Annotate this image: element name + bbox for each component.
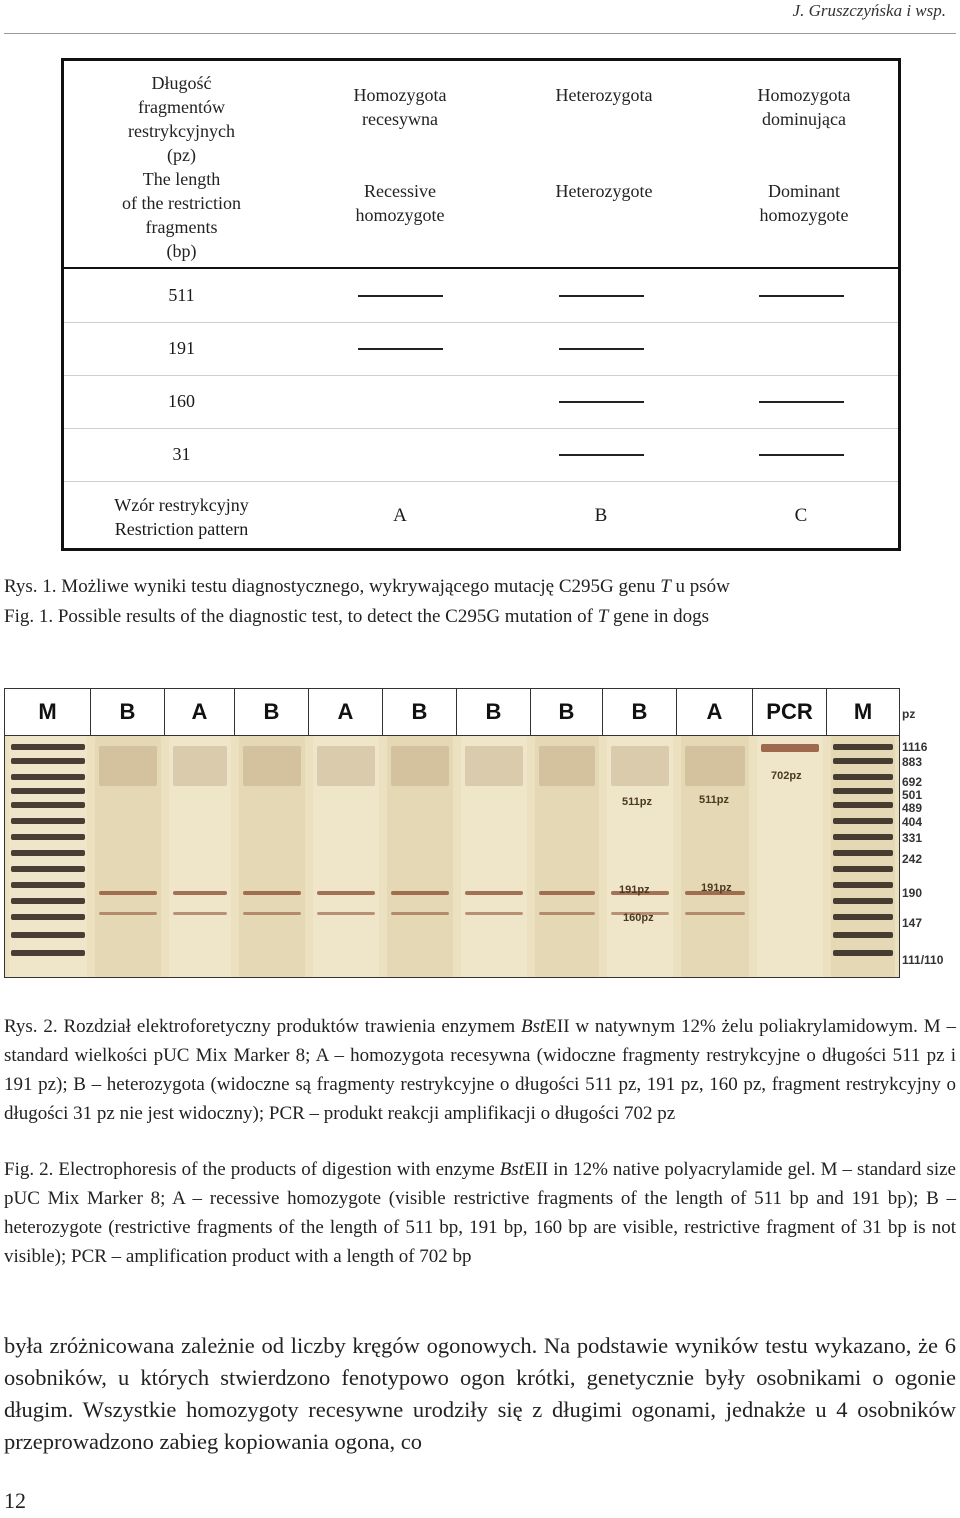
sample-smear (99, 746, 157, 786)
header-line: of the restriction (122, 193, 241, 213)
pattern-c: C (794, 505, 808, 526)
sample-smear (391, 746, 449, 786)
lane-label: B (531, 689, 603, 735)
fragment-length: 191 (168, 338, 195, 358)
marker-size: 190 (902, 886, 923, 900)
sample-band (317, 912, 375, 915)
caption-text: Rys. 1. Możliwe wyniki testu diagnostycznego, wykrywającego mutację C295G genu (4, 576, 661, 597)
band-label: 511pz (622, 796, 652, 808)
header-line: Heterozygote (555, 181, 653, 201)
marker-size: 147 (902, 916, 923, 930)
pcr-band (761, 744, 819, 752)
sample-band (243, 891, 301, 895)
running-head: J. Gruszczyńska i wsp. (792, 1, 946, 20)
marker-band (11, 914, 85, 920)
figure-2-caption-pl (4, 1012, 956, 1128)
fragment-length: 160 (168, 391, 195, 411)
marker-size: 501 (902, 788, 923, 802)
lane-label: M (5, 689, 91, 735)
fragment-length: 31 (172, 444, 191, 464)
band-label: 160pz (623, 912, 654, 924)
caption-text: Fig. 2. Electrophoresis of the products of digestion with enzyme (4, 1159, 500, 1180)
marker-band (833, 950, 893, 956)
heterozygote-column-header (504, 83, 704, 203)
gel-photograph (4, 688, 900, 978)
marker-band (833, 744, 893, 750)
genotype-table (61, 58, 901, 551)
header-line: fragments (145, 217, 218, 237)
pattern-label (84, 493, 279, 541)
marker-band (11, 802, 85, 808)
band-label: 191pz (701, 882, 732, 894)
sample-band (539, 912, 595, 915)
marker-band (11, 744, 85, 750)
caption-text: EII w natywnym 12% żelu poliakrylamidowym. M – standard wielkości pUC Mix Marker 8; A – homozygota recesywna (widoczne fragmenty restrykcyjne o długości 511 pz i 191 pz); B – heterozygota (widoczne są fragmenty restrykcyjne o długości 511 pz, 191 pz, 160 pz, fragment restrykcyjny o długości 31 pz nie jest widoczny); PCR – produkt reakcji amplifikacji o długości 702 pz (4, 1016, 956, 1124)
marker-band (833, 834, 893, 840)
sample-band (99, 912, 157, 915)
sample-band (465, 912, 523, 915)
band-label: 702pz (771, 770, 802, 782)
pattern-a: A (393, 505, 407, 526)
caption-text: u psów (670, 576, 730, 597)
header-line: restrykcyjnych (128, 121, 235, 141)
pattern-label-en: Restriction pattern (114, 519, 249, 539)
caption-text: gene in dogs (608, 606, 710, 627)
marker-size: 242 (902, 852, 923, 866)
marker-band (11, 758, 85, 764)
lane-header (5, 689, 899, 736)
lane-label: B (91, 689, 165, 735)
table-row (64, 322, 898, 376)
band-mark (759, 401, 844, 403)
marker-band (11, 774, 85, 780)
header-line: Recessive (364, 181, 436, 201)
band-mark (759, 454, 844, 456)
lane-label: B (235, 689, 309, 735)
table-row (64, 269, 898, 323)
body-paragraph: była zróżnicowana zależnie od liczby kręgów ogonowych. Na podstawie wyników testu wykazano, że 6 osobników, u których stwierdzono fenotypowo ogon krótki, genetycznie były osobnikami o ogonie długim. Wszystkie homozygoty recesywne urodziły się z długimi ogonami, jednakże u 4 osobników przeprowadzono zabieg kopiowania ogona, co (4, 1333, 956, 1454)
pattern-label-pl: Wzór restrykcyjny (114, 495, 249, 515)
marker-band (833, 802, 893, 808)
figure-2-caption-en (4, 1155, 956, 1271)
band-mark (358, 348, 443, 350)
marker-band (11, 932, 85, 938)
marker-size: 331 (902, 831, 923, 845)
marker-band (11, 866, 85, 872)
marker-band (11, 950, 85, 956)
gel-bands (5, 736, 899, 977)
recessive-column-header (300, 83, 500, 227)
header-line: fragmentów (138, 97, 225, 117)
marker-band (833, 850, 893, 856)
sample-band (465, 891, 523, 895)
marker-size: 489 (902, 801, 923, 815)
sample-smear (317, 746, 375, 786)
sample-band (173, 891, 227, 895)
band-mark (559, 295, 644, 297)
enzyme-name: Bst (499, 1159, 524, 1180)
lane-label: A (165, 689, 235, 735)
sample-band (391, 891, 449, 895)
lane-label: M (853, 699, 873, 724)
marker-band (11, 882, 85, 888)
header-line: Homozygota (353, 85, 447, 105)
sample-band (243, 912, 301, 915)
marker-band (11, 834, 85, 840)
gene-name: T (597, 606, 609, 627)
header-line: recesywna (362, 109, 438, 129)
figure-1-caption-pl (4, 572, 956, 601)
header-line: homozygote (759, 205, 849, 225)
marker-band (833, 914, 893, 920)
sample-band (99, 891, 157, 895)
lane-label: A (677, 689, 753, 735)
band-mark (759, 295, 844, 297)
marker-band (833, 758, 893, 764)
header-line: Heterozygota (555, 85, 653, 105)
page-number: 12 (4, 1488, 26, 1513)
marker-unit: pz (902, 707, 916, 721)
sample-band (685, 912, 745, 915)
sample-band (317, 891, 375, 895)
header-line: homozygote (355, 205, 445, 225)
lane-label: PCR (753, 689, 827, 735)
marker-size: 1116 (902, 740, 928, 754)
enzyme-name: Bst (521, 1016, 546, 1037)
header-line: The length (142, 169, 221, 189)
band-mark (559, 348, 644, 350)
sample-smear (685, 746, 745, 786)
marker-band (833, 866, 893, 872)
lane-label: A (309, 689, 383, 735)
band-mark (358, 295, 443, 297)
caption-text: Fig. 1. Possible results of the diagnostic test, to detect the C295G mutation of (4, 606, 598, 627)
marker-band (833, 882, 893, 888)
lane-shade (831, 736, 895, 977)
sample-smear (539, 746, 595, 786)
band-mark (559, 454, 644, 456)
caption-text: EII in 12% native polyacrylamide gel. M – standard size pUC Mix Marker 8; A – recessive homozygote (visible restrictive fragments of the length of 511 bp and 191 bp); B – heterozygote (restrictive fragments of the length of 511 bp, 191 bp, 160 bp are visible, restrictive fragment of 31 bp is not visible); PCR – amplification product with a length of 702 bp (4, 1159, 956, 1267)
pattern-b: B (594, 505, 608, 526)
table-row (64, 428, 898, 482)
sample-smear (465, 746, 523, 786)
marker-size: 883 (902, 755, 923, 769)
marker-band (11, 788, 85, 794)
dominant-column-header (704, 83, 904, 227)
marker-band (833, 818, 893, 824)
header-rule (4, 33, 956, 34)
table-header (64, 61, 898, 269)
header-line: Długość (151, 73, 212, 93)
marker-size: 692 (902, 775, 923, 789)
gene-name: T (660, 576, 671, 597)
header-line: (bp) (166, 241, 197, 261)
restriction-pattern-row (64, 481, 898, 551)
sample-band (539, 891, 595, 895)
header-line: Dominant (768, 181, 840, 201)
table-row (64, 375, 898, 429)
marker-band (833, 788, 893, 794)
lane-label: B (457, 689, 531, 735)
sample-band (173, 912, 227, 915)
sample-smear (173, 746, 227, 786)
marker-size: 111/110 (902, 953, 944, 967)
figure-1-caption-en (4, 602, 956, 631)
caption-text: Rys. 2. Rozdział elektroforetyczny produktów trawienia enzymem (4, 1016, 521, 1037)
marker-band (833, 932, 893, 938)
fragment-length: 511 (168, 285, 195, 305)
sample-band (391, 912, 449, 915)
header-line: dominująca (762, 109, 846, 129)
marker-band (11, 898, 85, 904)
header-line: Homozygota (757, 85, 851, 105)
sample-smear (611, 746, 669, 786)
length-column-header (84, 71, 279, 263)
gel-body (5, 736, 899, 977)
marker-band (833, 774, 893, 780)
marker-band (11, 818, 85, 824)
marker-size: 404 (902, 815, 923, 829)
band-label: 191pz (619, 884, 650, 896)
lane-shade (9, 736, 87, 977)
marker-band (11, 850, 85, 856)
band-label: 511pz (699, 794, 729, 806)
band-mark (559, 401, 644, 403)
lane-label: B (383, 689, 457, 735)
lane-label: B (603, 689, 677, 735)
header-line: (pz) (167, 145, 196, 165)
marker-band (833, 898, 893, 904)
sample-smear (243, 746, 301, 786)
